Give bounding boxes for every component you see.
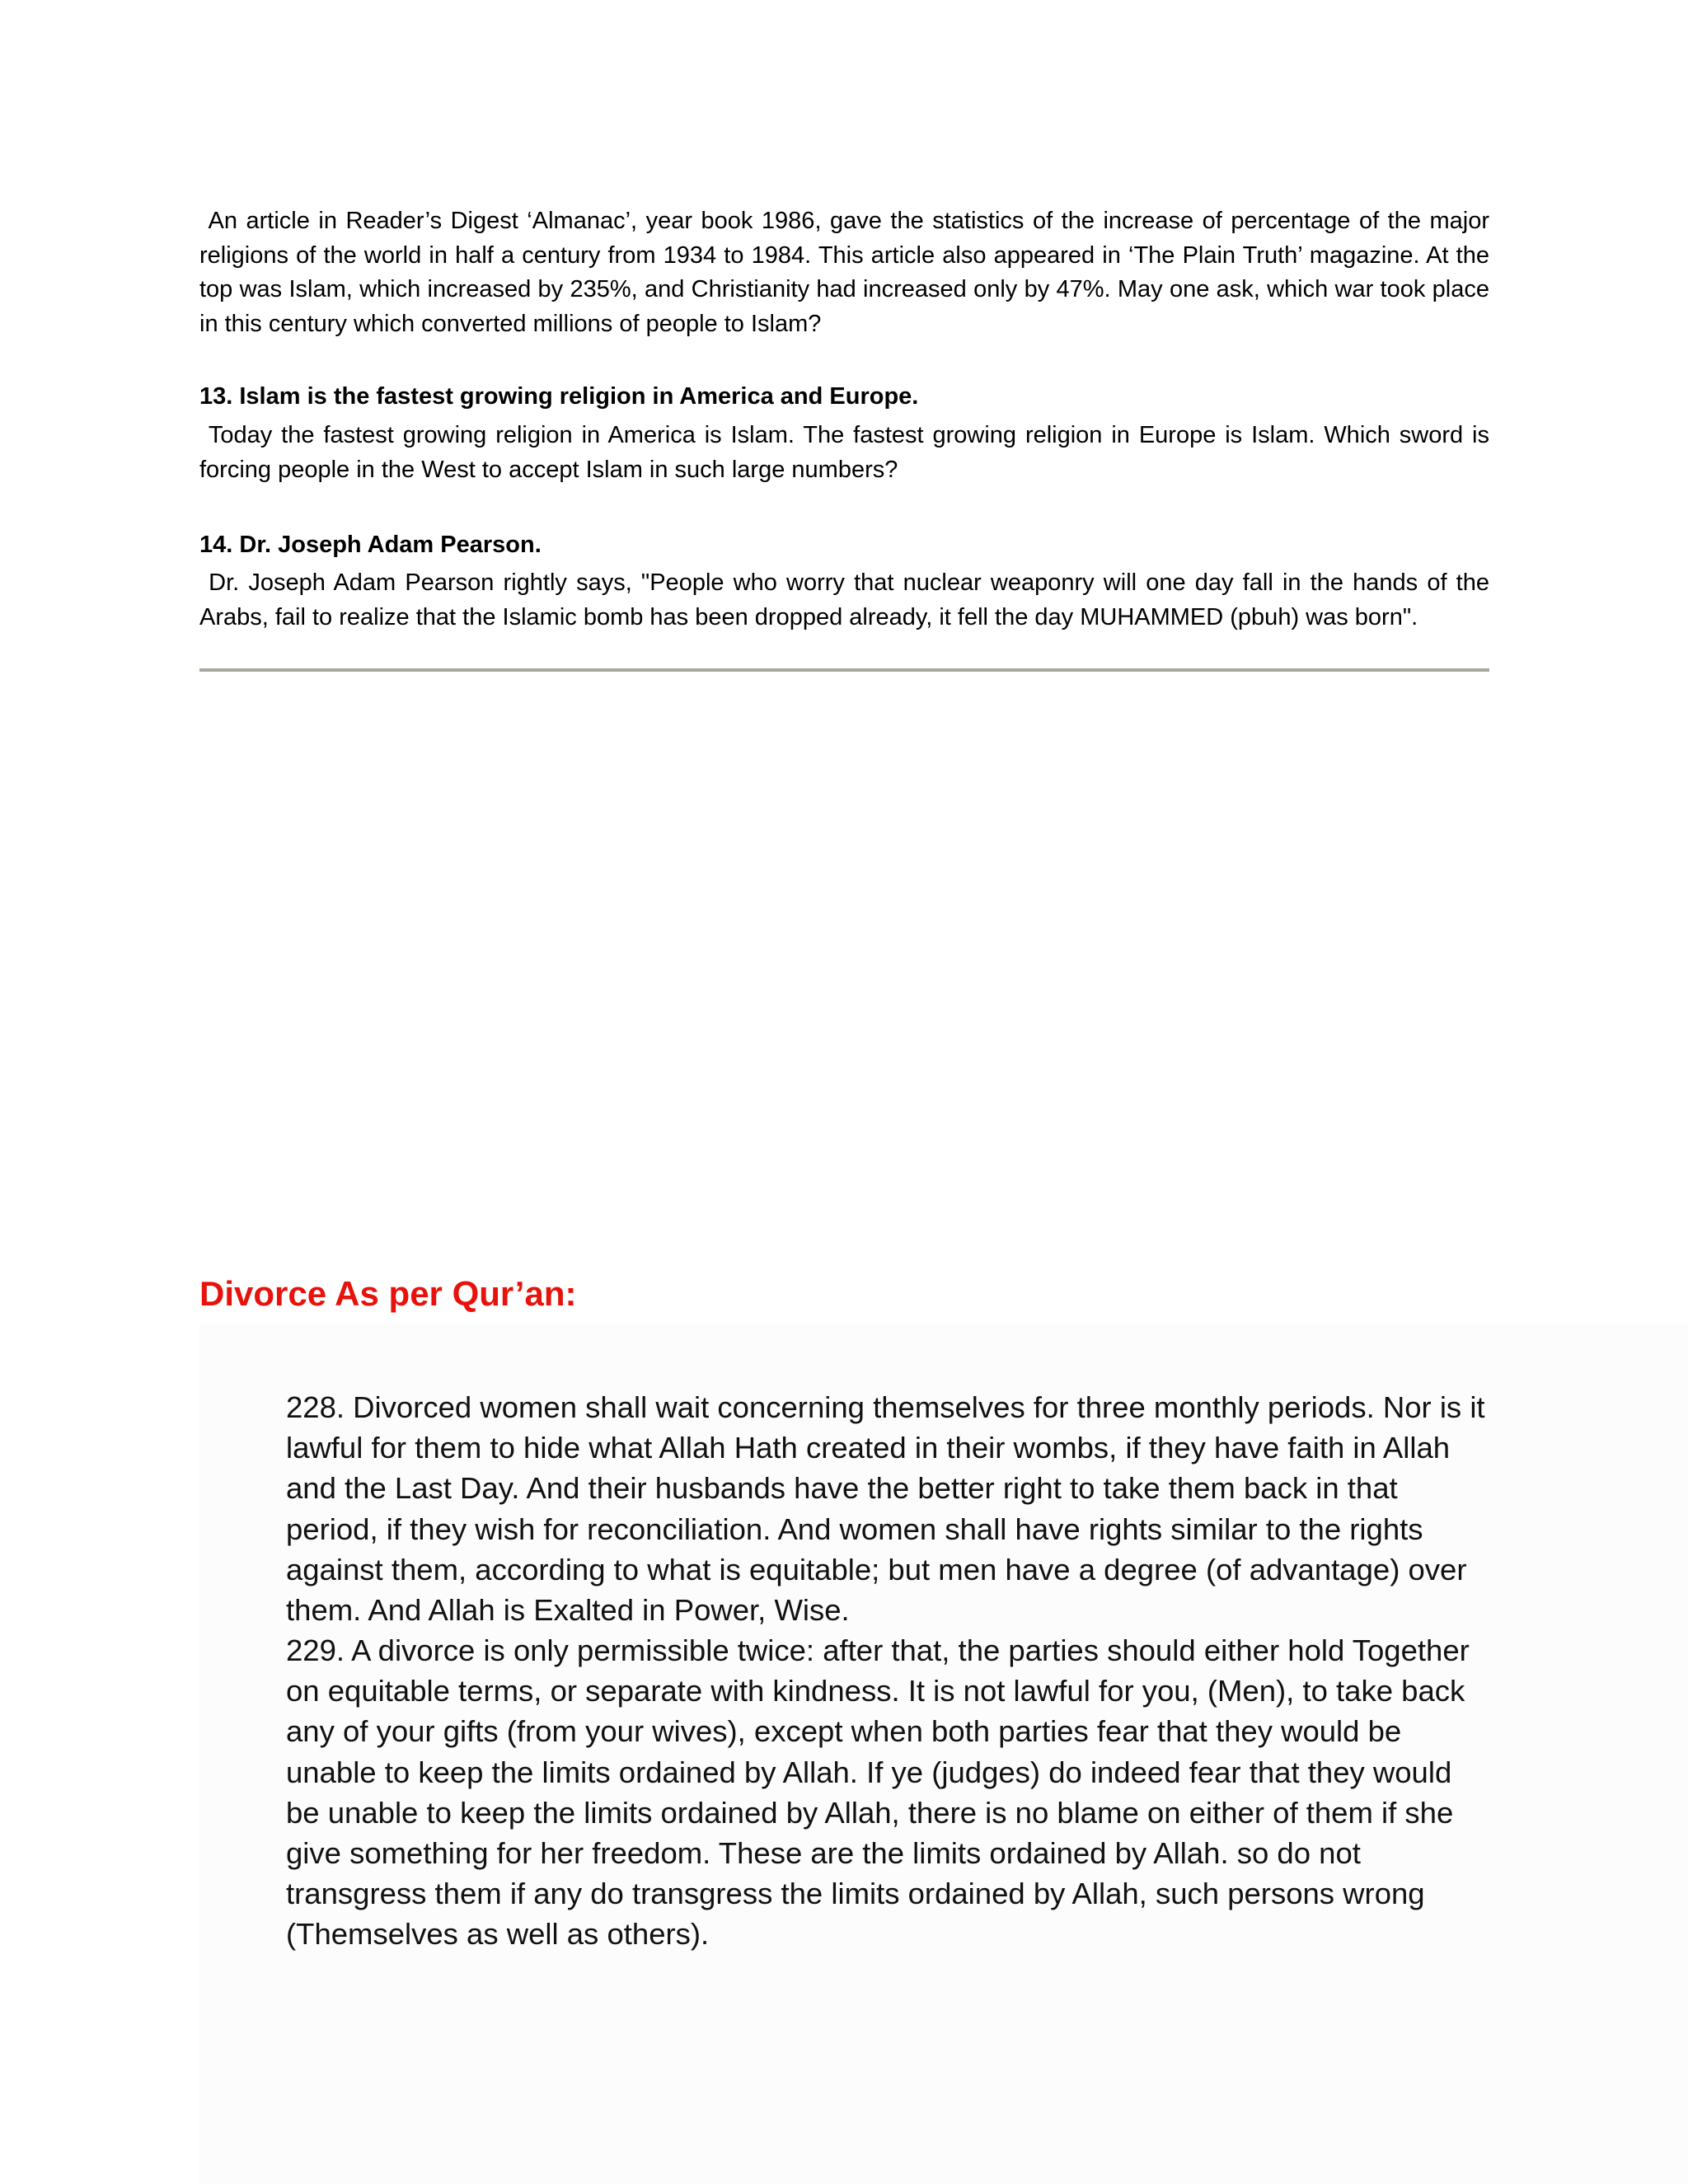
verse-228: 228. Divorced women shall wait concerning themselves for three monthly periods. Nor is it lawful for them to hide what Allah Hath created in their wombs, if they have faith in Allah and the Last Day. And their husbands have the better right to take them back in that period, if they wish for reconciliation. And women shall have rights similar to the rights against them, according to what is equitable; but men have a degree (of advantage) over them. And Allah is Exalted in Power, Wise.	[286, 1390, 1485, 1628]
point-13-paragraph: Today the fastest growing religion in America is Islam. The fastest growing religion in Europe is Islam. Which sword is forcing people in the West to accept Islam in such large numbers?	[199, 422, 1489, 483]
intro-paragraph: An article in Reader’s Digest ‘Almanac’, year book 1986, gave the statistics of the increase of percentage of the major religions of the world in half a century from 1934 to 1984. This article also appeared in ‘The Plain Truth’ magazine. At the top was Islam, which increased by 235%, and Christianity had increased only by 47%. May one ask, which war took place in this century which converted millions of people to Islam?	[199, 208, 1489, 337]
verse-229: 229. A divorce is only permissible twice: after that, the parties should either hold Together on equitable terms, or separate with kindness. It is not lawful for you, (Men), to take back any of your gifts (from your wives), except when both parties fear that they would be unable to keep the limits ordained by Allah. If ye (judges) do indeed fear that they would be unable to keep the limits ordained by Allah, there is no blame on either of them if she give something for her freedom. These are the limits ordained by Allah. so do not transgress them if any do transgress the limits ordained by Allah, such persons wrong (Themselves as well as others).	[286, 1633, 1470, 1952]
horizontal-divider	[199, 668, 1489, 672]
divorce-section-title: Divorce As per Qur’an:	[199, 1274, 577, 1313]
point-14-paragraph: Dr. Joseph Adam Pearson rightly says, "People who worry that nuclear weaponry will one day fall in the hands of the Arabs, fail to realize that the Islamic bomb has been dropped already, it fell the day MUHAMMED (pbuh) was born".	[199, 569, 1489, 630]
point-13-heading: 13. Islam is the fastest growing religion in America and Europe.	[199, 383, 919, 410]
point-14-heading: 14. Dr. Joseph Adam Pearson.	[199, 532, 542, 558]
